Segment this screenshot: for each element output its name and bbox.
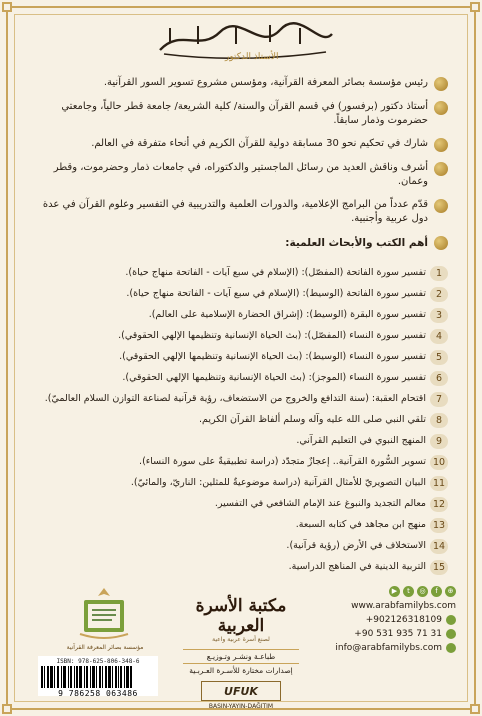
books-heading: أهم الكتب والأبحاث العلمية: (34, 235, 448, 250)
book-title: تفسير سورة النساء (الوسيط): (بث الحياة الإنسانية وتنظيمها الإلهي الحقوقي). (119, 351, 426, 362)
gold-bullet-icon (434, 199, 448, 213)
website-line (306, 601, 456, 611)
book-title: التربية الدينية في المناهج الدراسية. (288, 561, 426, 572)
email-link[interactable]: info@arabfamilybs.com (335, 643, 442, 653)
book-item (34, 287, 448, 302)
phone-number: +902126318109 (365, 615, 442, 625)
bio-item: أستاذ دكتور (برفسور) في قسم القرآن والسنة/ كلية الشريعة/ جامعة قطر حالياً، وجامعتي حضرموت وذمار سابقاً. (34, 100, 448, 128)
book-number: 4 (430, 329, 448, 344)
corner-ornament (470, 2, 480, 12)
basaer-logo-icon (74, 584, 134, 644)
email-icon (446, 643, 456, 653)
publisher-logo (183, 580, 299, 710)
bio-item: قدّم عدداً من البرامج الإعلامية، والدورات العلمية والتدريبية في التفسير وعلوم القرآن في عدة دول عربية وأجنبية. (34, 198, 448, 226)
corner-ornament (470, 704, 480, 714)
twitter-icon[interactable]: t (403, 586, 414, 597)
barcode (38, 656, 158, 696)
corner-ornament (2, 704, 12, 714)
book-item (34, 371, 448, 386)
whatsapp-number: +90 531 935 71 31 (354, 629, 442, 639)
book-number: 2 (430, 287, 448, 302)
book-number: 10 (430, 455, 448, 470)
bio-item: رئيس مؤسسة بصائر المعرفة القرآنية، ومؤسس مشروع تسوير السور القرآنية. (34, 76, 448, 91)
book-item (34, 329, 448, 344)
book-title: تفسير سورة الفاتحة (الوسيط): (الإسلام في سبع آيات - الفاتحة منهاج حياة). (126, 288, 426, 299)
basaer-logo-text: مؤسسة بصائر المعرفة القرآنية (66, 644, 144, 651)
gold-bullet-icon (434, 162, 448, 176)
publisher-slogan: إصدارات مختارة للأسـرة العـربـية (189, 666, 293, 675)
ufuk-subtitle: BASIN-YAYIN-DAĞITIM (208, 703, 274, 710)
website-link[interactable]: www.arabfamilybs.com (351, 601, 456, 611)
book-title: تسوير السُّورة القرآنية.. إعجازٌ متجدّد (دراسة تطبيقيةٌ على سورة النساء). (139, 456, 426, 467)
bio-item: شارك في تحكيم نحو 30 مسابقة دولية للقرآن الكريم في أنحاء متفرقة في العالم. (34, 137, 448, 152)
book-item (34, 497, 448, 512)
publisher-services: طباعـة ونشـر وتـوزيـع (183, 649, 299, 664)
book-number: 12 (430, 497, 448, 512)
book-number: 15 (430, 560, 448, 575)
whatsapp-icon (446, 629, 456, 639)
book-title: معالم التجديد والنبوغ عند الإمام الشافعي في التفسير. (214, 498, 426, 509)
book-item (34, 350, 448, 365)
book-item (34, 560, 448, 575)
gold-bullet-icon (434, 77, 448, 91)
social-icons (306, 586, 456, 597)
web-icon[interactable]: ⊕ (445, 586, 456, 597)
book-item (34, 476, 448, 491)
book-item (34, 539, 448, 554)
book-number: 5 (430, 350, 448, 365)
book-title: تلقي النبي صلى الله عليه وآله وسلم ألفاظ القرآن الكريم. (198, 414, 426, 425)
book-title: تفسير سورة الفاتحة (المفصّل): (الإسلام في سبع آيات - الفاتحة منهاج حياة). (125, 267, 426, 278)
contact-block (306, 586, 456, 657)
book-number: 8 (430, 413, 448, 428)
book-number: 9 (430, 434, 448, 449)
whatsapp-line (306, 629, 456, 639)
email-line (306, 643, 456, 653)
book-item (34, 266, 448, 281)
book-item (34, 455, 448, 470)
book-number: 1 (430, 266, 448, 281)
book-number: 14 (430, 539, 448, 554)
book-title: المنهج النبوي في التعليم القرآني. (296, 435, 426, 446)
book-title: منهج ابن مجاهد في كتابه السبعة. (295, 519, 426, 530)
gold-bullet-icon (434, 138, 448, 152)
author-header (0, 18, 482, 64)
books-list (34, 266, 448, 581)
barcode-number: 9 786258 063486 (58, 689, 138, 698)
gold-bullet-icon (434, 236, 448, 250)
author-bio (34, 76, 448, 258)
barcode-bars (41, 666, 155, 688)
phone-icon (446, 615, 456, 625)
book-title: تفسير سورة البقرة (الوسيط): (إشراق الحضارة الإسلامية على العالم). (148, 309, 426, 320)
book-number: 7 (430, 392, 448, 407)
bio-item: أشرف وناقش العديد من رسائل الماجستير والدكتوراه، في جامعات ذمار وحضرموت، وقطر وعمان. (34, 161, 448, 189)
book-number: 3 (430, 308, 448, 323)
publisher-name: مكتبة الأسرة العربية (195, 596, 287, 636)
book-number: 13 (430, 518, 448, 533)
corner-ornament (2, 2, 12, 12)
publisher-tagline: لصنع أسرة عربية واعية (212, 636, 270, 643)
book-title: البيان التصويريّ للأمثال القرآنية (دراسة موضوعيةٌ للمثلين: الناريّ، والمائيّ). (130, 477, 426, 488)
book-item (34, 518, 448, 533)
gold-bullet-icon (434, 101, 448, 115)
book-item (34, 413, 448, 428)
book-number: 11 (430, 476, 448, 491)
youtube-icon[interactable]: ▶ (389, 586, 400, 597)
book-title: تفسير سورة النساء (الموجز): (بث الحياة الإنسانية وتنظيمها الإلهي الحقوقي). (122, 372, 426, 383)
book-number: 6 (430, 371, 448, 386)
book-title: اقتحام العقبة: (سنة التدافع والخروج من الاستضعاف، رؤية قرآنية لصناعة التوازن السلام العالميّ). (44, 393, 426, 404)
isbn-text: ISBN: 978-625-806-348-6 (56, 658, 140, 665)
phone-line (306, 615, 456, 625)
facebook-icon[interactable]: f (431, 586, 442, 597)
instagram-icon[interactable]: ◎ (417, 586, 428, 597)
book-item (34, 434, 448, 449)
book-title: الاستخلاف في الأرض (رؤية قرآنية). (286, 540, 426, 551)
book-item (34, 392, 448, 407)
book-title: تفسير سورة النساء (المفصّل): (بث الحياة الإنسانية وتنظيمها الإلهي الحقوقي). (118, 330, 426, 341)
ufuk-logo: UFUK (201, 681, 281, 701)
book-item (34, 308, 448, 323)
footer (18, 580, 464, 710)
author-title-prefix: الأستاذ الدكتور (225, 52, 279, 62)
